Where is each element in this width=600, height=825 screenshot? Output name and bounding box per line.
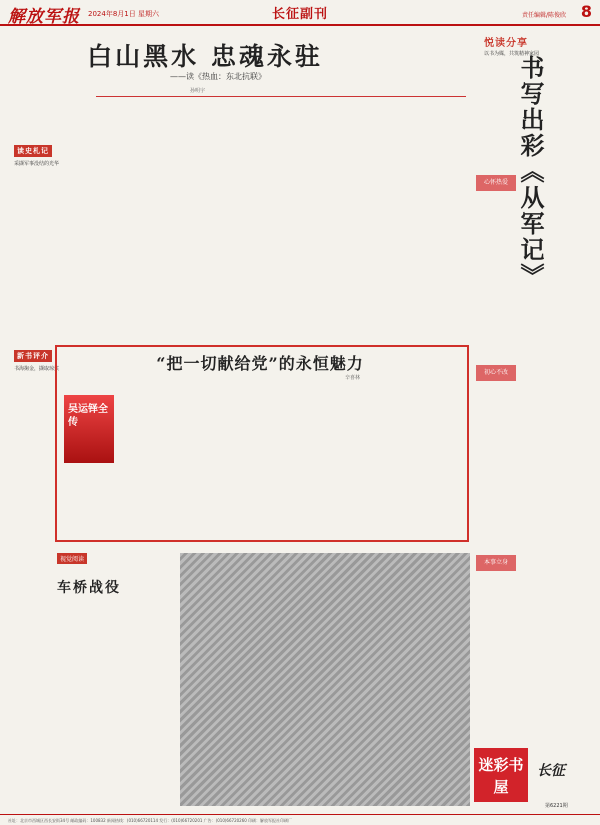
masthead [0, 0, 600, 26]
photo-section-label: 视觉阅读 [57, 553, 87, 564]
right-column-subtitle: 以书为媒，共筑精神家园 [484, 51, 540, 57]
signature: 长征 [537, 763, 565, 779]
tag-chu-xin-bu-gai: 初心不改 [476, 365, 516, 381]
left-column-subtitle: 采撷军事没结的光华 [14, 161, 60, 167]
photo-section-title: 车桥战役 [57, 580, 121, 596]
main-feature-subtitle: ——读《热血：东北抗联》 [170, 72, 266, 81]
boxed-article-text [118, 390, 463, 535]
new-reviews-label: 新书评介 [14, 350, 52, 362]
tag-xin-huai-re-ai: 心怀热爱 [476, 175, 516, 191]
tag-ben-shi-li-shen: 本事立身 [476, 555, 516, 571]
issue-date: 2024年8月1日 星期六 [88, 10, 159, 18]
right-column-text [474, 195, 594, 355]
footer: 社址：北京市西城区西长安街34号 邮政编码：100832 新闻热线：(010)66720114 发行：(010)66720201 广告：(010)66720260 印刷：解放军报社印刷厂 [0, 814, 600, 825]
main-feature-text [98, 100, 468, 340]
left-column-label: 读史札记 [14, 145, 52, 157]
newspaper-logo: 解放军报 [8, 7, 80, 27]
main-feature-author: 孙明宇 [190, 88, 206, 94]
book-cover-image [64, 395, 114, 463]
war-photo [180, 553, 470, 806]
boxed-article-title: “把一切献给党”的永恒魅力 [156, 354, 364, 373]
section-title: 长征副刊 [271, 7, 328, 22]
issue-number: 第6221期 [545, 803, 568, 809]
main-divider [96, 96, 466, 97]
new-reviews-subtitle: 书海掬金，撷取琼浆 [14, 366, 60, 372]
editor-credit: 责任编辑/陈俊欣 [521, 12, 566, 19]
promo-block: 迷彩书屋 [474, 748, 528, 802]
page-number: 8 [580, 2, 592, 21]
right-column-label: 悦读分享 [484, 38, 528, 49]
left-column-text [8, 170, 92, 340]
main-feature-title: 白山黑水 忠魂永驻 [87, 42, 323, 71]
right-column-big-title: 书写出彩《从军记》 [516, 55, 545, 289]
boxed-article-author: 辛喜林 [345, 375, 361, 381]
book-cover-title: 吴运铎全传 [68, 404, 108, 428]
